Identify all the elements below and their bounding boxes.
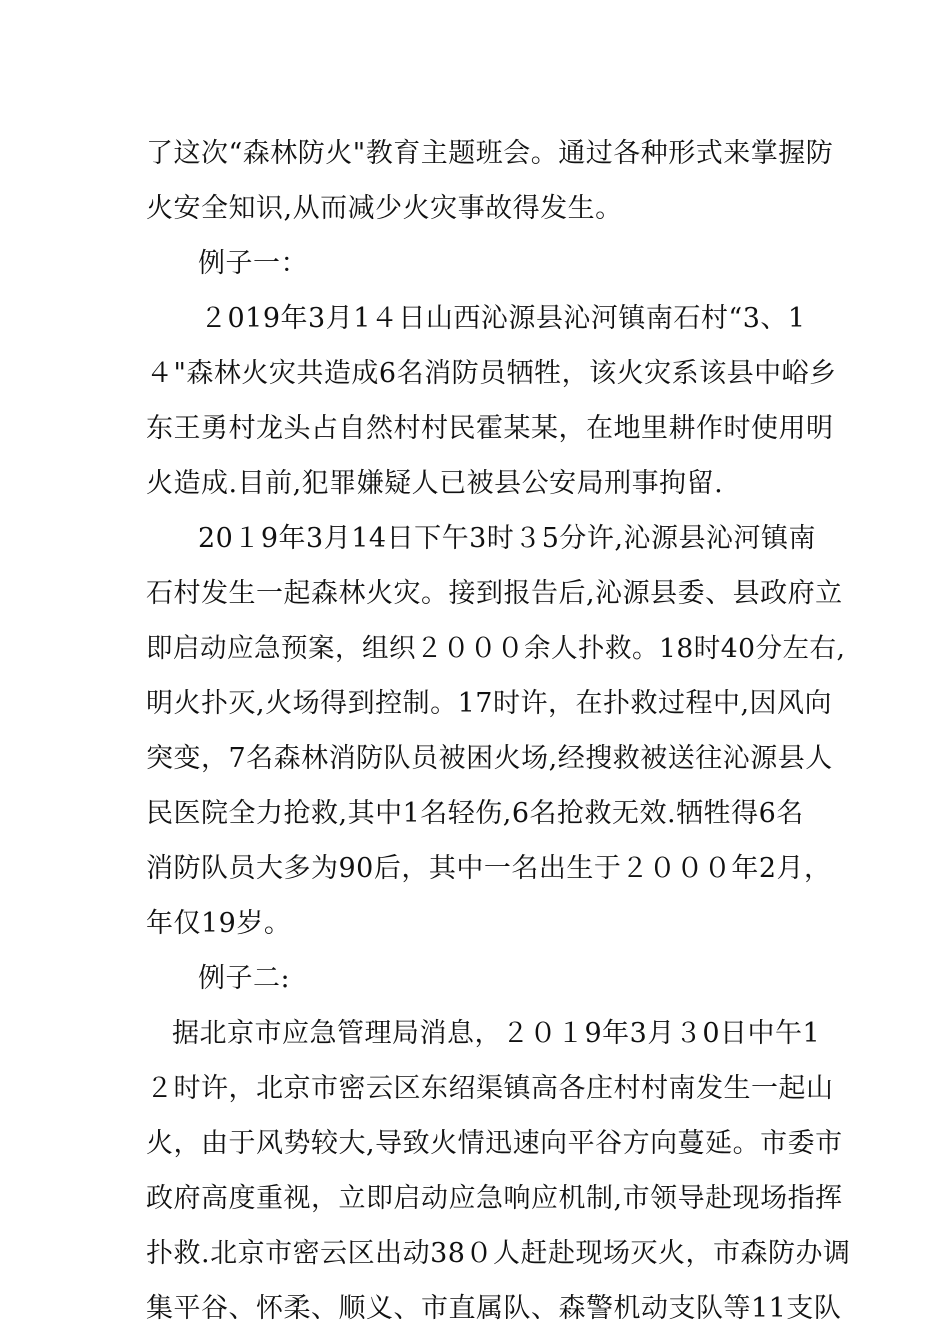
- text-line: 即启动应急预案，组织２０００余人扑救。18时40分左右,: [146, 633, 846, 664]
- text-line: 火，由于风势较大,导致火情迅速向平谷方向蔓延。市委市: [146, 1128, 843, 1159]
- text-line: 突变，7名森林消防队员被困火场,经搜救被送往沁源县人: [146, 743, 833, 774]
- text-line: ２时许，北京市密云区东绍渠镇高各庄村村南发生一起山: [146, 1073, 834, 1104]
- text-line: 火造成.目前,犯罪嫌疑人已被县公安局刑事拘留.: [146, 468, 724, 499]
- text-line: ２019年3月1４日山西沁源县沁河镇南石村“3、1: [200, 303, 806, 334]
- text-line: 例子一：: [198, 248, 308, 279]
- text-line: ４"森林火灾共造成6名消防员牺牲，该火灾系该县中峪乡: [146, 358, 837, 389]
- text-line: 火安全知识,从而减少火灾事故得发生。: [146, 193, 623, 224]
- text-line: 了这次“森林防火"教育主题班会。通过各种形式来掌握防: [146, 138, 834, 169]
- text-line: 东王勇村龙头占自然村村民霍某某，在地里耕作时使用明: [146, 413, 834, 444]
- text-line: 例子二:: [198, 963, 291, 994]
- text-line: 集平谷、怀柔、顺义、市直属队、森警机动支队等11支队: [146, 1293, 842, 1324]
- text-line: 扑救.北京市密云区出动38０人赶赴现场灭火，市森防办调: [146, 1238, 851, 1269]
- text-line: 民医院全力抢救,其中1名轻伤,6名抢救无效.牺牲得6名: [146, 798, 804, 829]
- text-line: 年仅19岁。: [146, 908, 292, 939]
- text-line: 消防队员大多为90后，其中一名出生于２０００年2月，: [146, 853, 832, 884]
- text-line: 政府高度重视，立即启动应急响应机制,市领导赴现场指挥: [146, 1183, 843, 1214]
- text-line: 20１9年3月14日下午3时３5分许,沁源县沁河镇南: [198, 523, 817, 554]
- text-line: 石村发生一起森林火灾。接到报告后,沁源县委、县政府立: [146, 578, 843, 609]
- text-line: 据北京市应急管理局消息，２０１9年3月３0日中午1: [172, 1018, 821, 1049]
- text-line: 明火扑灭,火场得到控制。17时许，在扑救过程中,因风向: [146, 688, 833, 719]
